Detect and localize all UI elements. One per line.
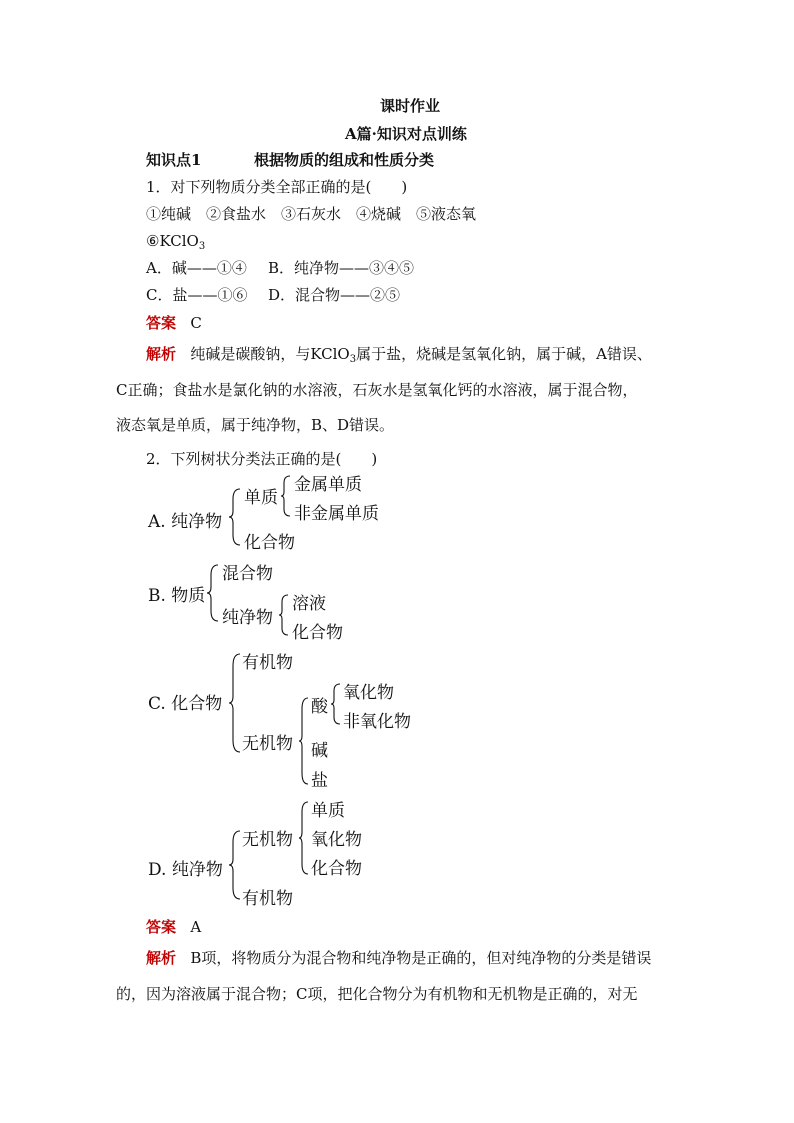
section-title: A篇·知识对点训练 xyxy=(345,125,467,143)
q2-answer: 答案 A xyxy=(146,918,202,936)
brace-icon xyxy=(278,593,290,637)
diagram-d-branch1c: 化合物 xyxy=(311,859,362,879)
brace-icon xyxy=(206,563,220,623)
diagram-c-root: C. 化合物 xyxy=(148,694,223,714)
diagram-b-branch2b: 化合物 xyxy=(292,623,343,643)
diagram-d-branch1: 无机物 xyxy=(242,830,293,850)
diagram-c-acid-b: 非氧化物 xyxy=(343,712,411,732)
diagram-d-root: D. 纯净物 xyxy=(148,860,223,880)
diagram-b-root: B. 物质 xyxy=(148,586,206,606)
q1-analysis-line3: 液态氧是单质，属于纯净物，B、D错误。 xyxy=(116,416,395,434)
q1-item6: ⑥KClO$_3$ xyxy=(146,232,206,252)
diagram-c-branch2: 无机物 xyxy=(242,734,293,754)
diagram-c-acid: 酸 xyxy=(311,697,328,717)
diagram-c-acid-a: 氧化物 xyxy=(343,683,394,703)
knowledge-point-label: 知识点1 xyxy=(146,151,202,169)
diagram-a-branch1a: 金属单质 xyxy=(294,475,362,495)
q1-stem: 1．对下列物质分类全部正确的是( ) xyxy=(146,178,408,196)
brace-icon xyxy=(298,800,310,876)
diagram-c-base: 碱 xyxy=(311,741,328,761)
q1-answer: 答案 C xyxy=(146,314,202,332)
diagram-b-branch1: 混合物 xyxy=(222,564,273,584)
diagram-a-branch1b: 非金属单质 xyxy=(294,504,379,524)
q1-option-b: B．纯净物——③④⑤ xyxy=(268,259,415,277)
brace-icon xyxy=(280,474,292,518)
q1-analysis-line2: C正确；食盐水是氯化钠的水溶液，石灰水是氢氧化钙的水溶液，属于混合物， xyxy=(116,381,638,399)
diagram-c-branch1: 有机物 xyxy=(242,653,293,673)
diagram-a-branch2: 化合物 xyxy=(244,533,295,553)
diagram-d-branch1b: 氧化物 xyxy=(311,830,362,850)
brace-icon xyxy=(330,682,342,726)
q1-option-a: A．碱——①④ xyxy=(146,259,247,277)
q2-analysis-line2: 的，因为溶液属于混合物；C项，把化合物分为有机物和无机物是正确的，对无 xyxy=(116,985,638,1003)
page-title: 课时作业 xyxy=(380,97,441,115)
q1-analysis-line1: 解析 纯碱是碳酸钠，与KClO$_3$属于盐，烧碱是氢氧化钠，属于碱，A错误、 xyxy=(146,345,652,365)
diagram-a-branch1: 单质 xyxy=(244,488,278,508)
brace-icon xyxy=(228,829,242,901)
q1-option-c: C．盐——①⑥ xyxy=(146,286,248,304)
brace-icon xyxy=(228,652,242,754)
q1-items: ①纯碱 ②食盐水 ③石灰水 ④烧碱 ⑤液态氧 xyxy=(146,205,477,223)
q2-stem: 2．下列树状分类法正确的是( ) xyxy=(146,450,378,468)
brace-icon xyxy=(228,487,242,547)
diagram-d-branch2: 有机物 xyxy=(242,889,293,909)
diagram-b-branch2: 纯净物 xyxy=(222,608,273,628)
q1-option-d: D．混合物——②⑤ xyxy=(268,286,401,304)
knowledge-point-text: 根据物质的组成和性质分类 xyxy=(254,151,435,169)
q2-analysis-line1: 解析 B项，将物质分为混合物和纯净物是正确的，但对纯净物的分类是错误 xyxy=(146,949,652,967)
brace-icon xyxy=(298,696,310,786)
diagram-a-root: A. 纯净物 xyxy=(148,512,223,532)
diagram-d-branch1a: 单质 xyxy=(311,801,345,821)
diagram-b-branch2a: 溶液 xyxy=(292,594,326,614)
diagram-c-salt: 盐 xyxy=(311,771,328,791)
